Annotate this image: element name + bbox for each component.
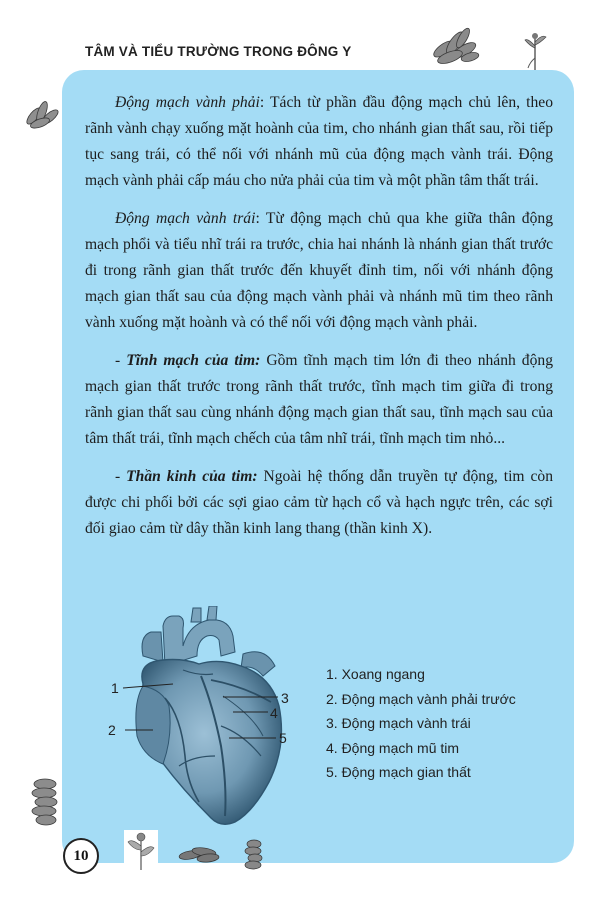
term-cardiac-nerves: Thần kinh của tim: — [126, 468, 258, 485]
legend-item: 5. Động mạch gian thất — [326, 764, 471, 780]
paragraph-right-coronary-artery — [85, 90, 553, 194]
legend-item: 2. Động mạch vành phải trước — [326, 690, 516, 707]
herb-sprig-icon — [520, 28, 550, 74]
running-header-title: TÂM VÀ TIỂU TRƯỜNG TRONG ĐÔNG Y — [85, 44, 352, 59]
callout-label-5: 5 — [279, 730, 287, 746]
paragraph-text: : Từ động mạch chủ qua khe giữa thân động mạch phổi và tiểu nhĩ trái ra trước, chia hai nhánh là nhánh gian thất trước đi trong rãnh gian thất trước đến khuyết đỉnh tim, nối với nhánh động mạch gian thất sau của động mạch vành phải và nhánh mũ tim theo rãnh vành xuống mặt hoành và có thể nối với động mạch vành phải. — [85, 210, 553, 331]
herb-bundle-icon — [430, 24, 480, 68]
paragraph-text: : Tách từ phần đầu động mạch chủ lên, theo rãnh vành chạy xuống mặt hoành của tim, cho nhánh gian thất sau, rồi tiếp tục sang trái, có thể nối với nhánh mũ của động mạch vành trái. Động mạch vành phải cấp máu cho nửa phải của tim và một phần tâm thất trái. — [85, 94, 553, 189]
body-text — [85, 90, 553, 542]
figure-legend — [326, 662, 516, 785]
page-number: 10 — [63, 838, 99, 874]
heart-illustration — [103, 606, 313, 828]
herb-bundle-icon — [178, 843, 222, 865]
callout-label-4: 4 — [270, 705, 278, 721]
herb-stack-icon — [243, 838, 265, 874]
legend-item: 4. Động mạch mũ tim — [326, 739, 460, 756]
paragraph-text: Ngoài hệ thống dẫn truyền tự động, tim còn được chi phối bởi các sợi giao cảm từ hạch cổ và hạch ngực trên, các sợi đối giao cảm từ dây thần kinh lang thang (thần kinh X). — [85, 468, 554, 537]
callout-label-1: 1 — [111, 680, 119, 696]
herb-sprig-icon — [124, 830, 158, 872]
term-right-coronary-artery: Động mạch vành phải — [115, 94, 260, 111]
paragraph-cardiac-veins — [85, 348, 553, 452]
callout-label-3: 3 — [281, 690, 289, 706]
herb-stack-icon — [30, 776, 60, 828]
paragraph-text: Gồm tĩnh mạch tim lớn đi theo nhánh động mạch gian thất trước trong rãnh thất trước, tĩnh mạch tim giữa đi trong rãnh gian thất sau cùng nhánh động mạch gian thất sau, tĩnh mạch sau của tâm thất trái, tĩnh mạch chếch của tâm nhĩ trái, tĩnh mạch tim nhỏ... — [85, 352, 553, 447]
herb-pile-icon — [22, 96, 62, 132]
legend-item: 3. Động mạch vành trái — [326, 715, 471, 731]
list-dash: - — [115, 352, 127, 369]
callout-label-2: 2 — [108, 722, 116, 738]
list-dash: - — [115, 468, 127, 485]
paragraph-cardiac-nerves — [85, 464, 553, 542]
term-cardiac-veins: Tĩnh mạch của tim: — [126, 352, 261, 369]
term-left-coronary-artery: Động mạch vành trái — [115, 210, 256, 227]
paragraph-left-coronary-artery — [85, 206, 553, 336]
legend-item: 1. Xoang ngang — [326, 666, 425, 682]
